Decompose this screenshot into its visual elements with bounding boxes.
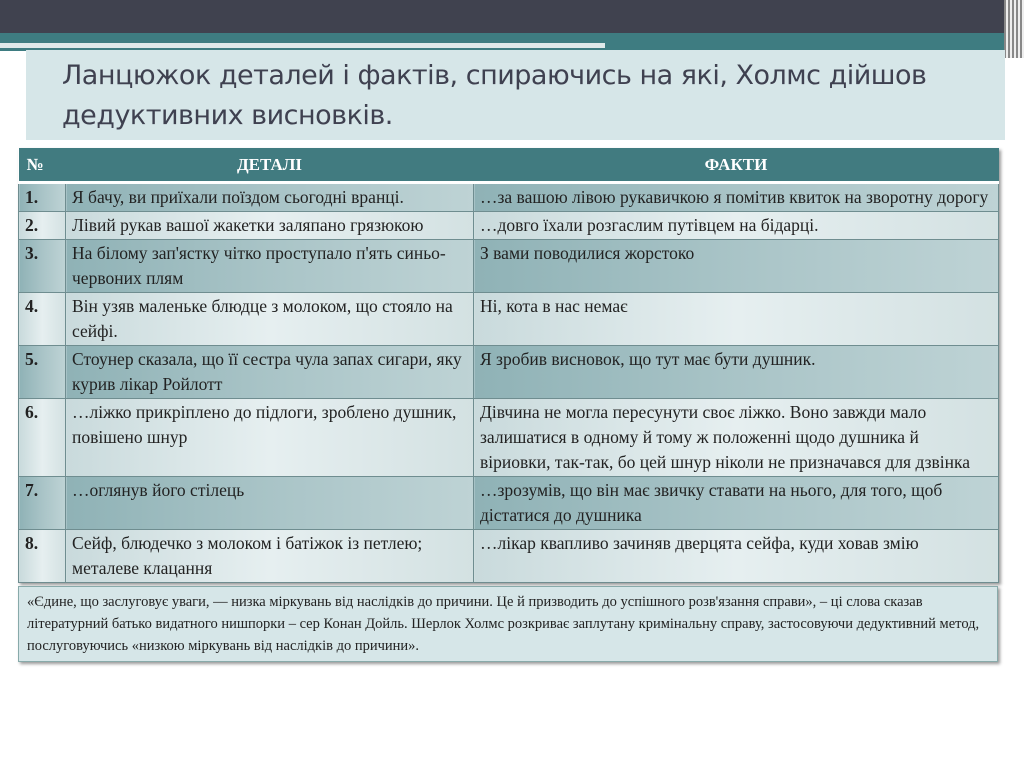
fact-cell: …довго їхали розгаслим путівцем на бідарці. xyxy=(474,212,999,240)
detail-cell: …ліжко прикріплено до підлоги, зроблено душник, повішено шнур xyxy=(66,399,474,477)
fact-cell: …зрозумів, що він має звичку ставати на нього, для того, щоб дістатися до душника xyxy=(474,477,999,530)
row-number: 2. xyxy=(19,212,66,240)
header-facts: ФАКТИ xyxy=(474,148,999,183)
header-details: ДЕТАЛІ xyxy=(66,148,474,183)
detail-cell: Стоунер сказала, що її сестра чула запах сигари, яку курив лікар Ройлотт xyxy=(66,346,474,399)
fact-cell: …за вашою лівою рукавичкою я помітив квиток на зворотну дорогу xyxy=(474,183,999,212)
detail-cell: Лівий рукав вашої жакетки заляпано грязюкою xyxy=(66,212,474,240)
fact-cell: …лікар квапливо зачиняв дверцята сейфа, куди ховав змію xyxy=(474,530,999,583)
row-number: 6. xyxy=(19,399,66,477)
table-row xyxy=(19,346,999,399)
table-row xyxy=(19,212,999,240)
fact-cell: Ні, кота в нас немає xyxy=(474,293,999,346)
facts-table xyxy=(18,148,999,583)
slide-title: Ланцюжок деталей і фактів, спираючись на які, Холмс дійшов дедуктивних висновків. xyxy=(26,50,1005,140)
row-number: 7. xyxy=(19,477,66,530)
row-number: 4. xyxy=(19,293,66,346)
detail-cell: Він узяв маленьке блюдце з молоком, що стояло на сейфі. xyxy=(66,293,474,346)
table-row xyxy=(19,477,999,530)
table-row xyxy=(19,183,999,212)
row-number: 8. xyxy=(19,530,66,583)
fact-cell: З вами поводилися жорстоко xyxy=(474,240,999,293)
row-number: 5. xyxy=(19,346,66,399)
table-row xyxy=(19,530,999,583)
quote-box: «Єдине, що заслуговує уваги, — низка міркувань від наслідків до причини. Це й призводить до успішного розв'язання справи», – ці слова сказав літературний батько видатного нишпорки – сер Конан Дойль. Шерлок Холмс розкриває заплутану кримінальну справу, застосовуючи дедуктивний метод, послуговуючись «низкою міркувань від наслідків до причини». xyxy=(18,586,998,662)
detail-cell: Сейф, блюдечко з молоком і батіжок із петлею; металеве клацання xyxy=(66,530,474,583)
row-number: 1. xyxy=(19,183,66,212)
detail-cell: На білому зап'ястку чітко проступало п'ять синьо-червоних плям xyxy=(66,240,474,293)
fact-cell: Дівчина не могла пересунути своє ліжко. Воно завжди мало залишатися в одному й тому ж положенні щодо душника й віриовки, так-так, бо цей шнур ніколи не призначався для дзвінка xyxy=(474,399,999,477)
header-number: № xyxy=(19,148,66,183)
table-row xyxy=(19,399,999,477)
detail-cell: …оглянув його стілець xyxy=(66,477,474,530)
table-header xyxy=(19,148,999,183)
table-row xyxy=(19,240,999,293)
table-row xyxy=(19,293,999,346)
detail-cell: Я бачу, ви приїхали поїздом сьогодні вранці. xyxy=(66,183,474,212)
fact-cell: Я зробив висновок, що тут має бути душник. xyxy=(474,346,999,399)
row-number: 3. xyxy=(19,240,66,293)
